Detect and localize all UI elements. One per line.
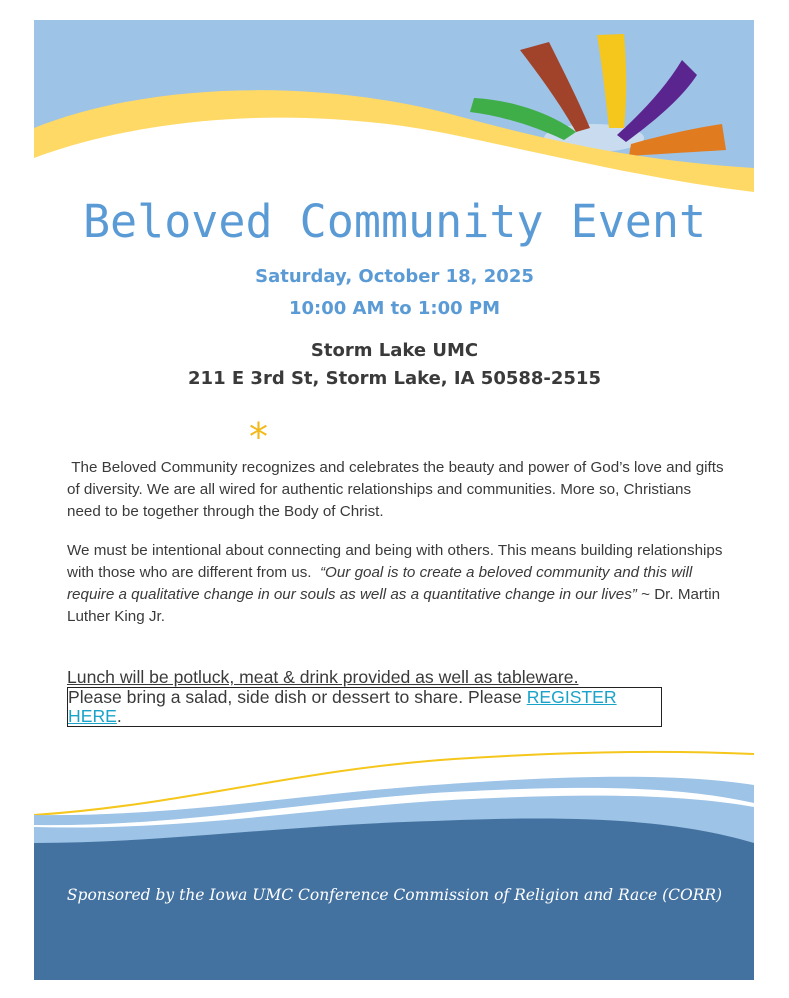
paragraph-mlk-quote xyxy=(67,540,727,628)
lunch-line-1: Lunch will be potluck, meat & drink provided as well as tableware. xyxy=(67,667,579,687)
register-here-link[interactable]: REGISTER HERE xyxy=(68,687,617,726)
sponsor-line: Sponsored by the Iowa UMC Conference Commission of Religion and Race (CORR) xyxy=(66,886,723,904)
quote-attribution: ~ Dr. Martin Luther King Jr. xyxy=(67,586,721,625)
event-address: 211 E 3rd St, Storm Lake, IA 50588-2515 xyxy=(188,368,601,389)
lunch-line-2-box xyxy=(67,687,662,727)
lunch-period: . xyxy=(116,706,122,726)
event-title: Beloved Community Event xyxy=(82,195,707,248)
event-date: Saturday, October 18, 2025 xyxy=(255,266,534,287)
asterisk-ornament: * xyxy=(249,415,268,459)
event-venue: Storm Lake UMC xyxy=(310,340,479,361)
mlk-quote: “Our goal is to create a beloved community and this will require a qualitative change in our souls as well as a quantitative change in our lives” xyxy=(67,564,693,603)
lunch-notice xyxy=(67,668,662,727)
header-sunrise-banner xyxy=(34,20,754,192)
lunch-line-2: Please bring a salad, side dish or dessert to share. Please xyxy=(68,687,522,707)
paragraph2-intro: We must be intentional about connecting and being with others. This means building relationships with those who are different from us. xyxy=(67,542,723,581)
paragraph1-text: The Beloved Community recognizes and celebrates the beauty and power of God’s love and gifts of diversity. We are all wired for authentic relationships and communities. More so, Christians need to be together through the Body of Christ. xyxy=(67,459,724,520)
paragraph-beloved-community xyxy=(67,457,727,523)
footer-wave-banner xyxy=(34,745,754,980)
event-time: 10:00 AM to 1:00 PM xyxy=(288,298,501,319)
